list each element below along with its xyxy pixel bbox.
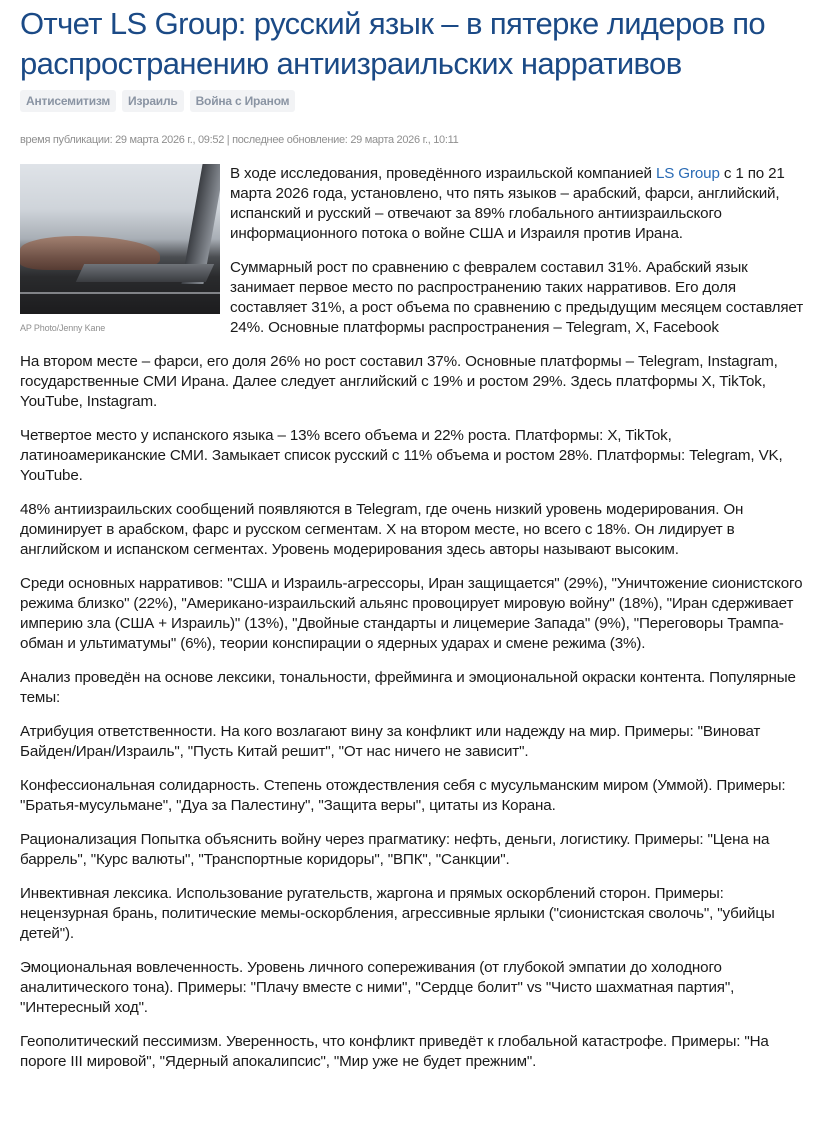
photo-caption: AP Photo/Jenny Kane [20,323,106,333]
paragraph: Эмоциональная вовлеченность. Уровень личного сопереживания (от глубокой эмпатии до холодного аналитического тона). Примеры: "Плачу вместе с ними", "Сердце болит" vs "Чисто шахматная партия", "Интересный ход". [20,959,735,1016]
article-photo [20,164,220,314]
paragraph: 48% антиизраильских сообщений появляются в Telegram, где очень низкий уровень модерирования. Он доминирует в арабском, фарс и русском сегментам. X на втором месте, но всего с 18%. Он лидирует в английском и испанском сегментах. Уровень модерирования здесь авторы называют высоким. [20,501,744,558]
publication-meta: время публикации: 29 марта 2026 г., 09:52 | последнее обновление: 29 марта 2026 г., 10:11 [20,134,459,146]
ls-group-link[interactable]: LS Group [655,165,720,182]
tag-war-with-iran[interactable]: Война с Ираном [190,90,296,112]
intro-text-before: В ходе исследования, проведённого израильской компанией [230,165,656,182]
paragraph: На втором месте – фарси, его доля 26% но рост составил 37%. Основные платформы – Telegram, Instagram, государственные СМИ Ирана. Далее следует английский с 19% и ростом 29%. Здесь платформы X, TikTok, YouTube, Instagram. [20,353,778,410]
keyboard-shape [76,264,214,282]
paragraph: Анализ проведён на основе лексики, тональности, фрейминга и эмоциональной окраски контента. Популярные темы: [20,669,796,706]
desk-line [20,292,220,294]
paragraph: Среди основных нарративов: "США и Израиль-агрессоры, Иран защищается" (29%), "Уничтожение сионистского режима близко" (22%), "Американо-израильский альянс провоцирует мировую войну" (18%), "Иран сдерживает империю зла (США + Израиль)" (13%), "Двойные стандарты и лицемерие Запада" (9%), "Переговоры Трампа-обман и ультиматумы" (6%), теории конспирации о ядерных ударах и смене режима (3%). [20,575,803,652]
tag-antisemitism[interactable]: Антисемитизм [20,90,116,112]
paragraph: Суммарный рост по сравнению с февралем составил 31%. Арабский язык занимает первое место по распространению таких нарративов. Его доля составляет 31%, а рост объема по сравнению с предыдущим месяцем составляет 24%. Основные платформы распространения – Telegram, X, Facebook [230,259,804,336]
paragraph: Инвективная лексика. Использование ругательств, жаргона и прямых оскорблений сторон. Примеры: нецензурная брань, политические мемы-оскорбления, агрессивные ярлыки ("сионистская сволочь", "убийцы детей"). [20,885,775,942]
page-title: Отчет LS Group: русский язык – в пятерке лидеров по распространению антиизраильских нарративов [20,6,766,81]
intro-text-after: с 1 по 21 марта 2026 года, установлено, что пять языков – арабский, фарси, английский, испанский и русский – отвечают за 89% глобального антиизраильского информационного потока о войне США и Израиля против Ирана. [230,165,785,242]
article-body [20,164,806,1072]
paragraph: Рационализация Попытка объяснить войну через прагматику: нефть, деньги, логистику. Примеры: "Цена на баррель", "Курс валюты", "Транспортные коридоры", "ВПК", "Санкции". [20,831,770,868]
article-figure [20,164,220,334]
paragraph: Четвертое место у испанского языка – 13% всего объема и 22% роста. Платформы: X, TikTok, латиноамериканские СМИ. Замыкает список русский с 11% объема и ростом 28%. Платформы: Telegram, VK, YouTube. [20,427,783,484]
paragraph: Геополитический пессимизм. Уверенность, что конфликт приведёт к глобальной катастрофе. Примеры: "На пороге III мировой", "Ядерный апокалипсис", "Мир уже не будет прежним". [20,1033,769,1070]
tag-list [20,90,806,112]
paragraph: Атрибуция ответственности. На кого возлагают вину за конфликт или надежду на мир. Примеры: "Виноват Байден/Иран/Израиль", "Пусть Китай решит", "От нас ничего не зависит". [20,723,761,760]
tag-israel[interactable]: Израиль [122,90,184,112]
paragraph: Конфессиональная солидарность. Степень отождествления себя с мусульманским миром (Уммой). Примеры: "Братья-мусульмане", "Дуа за Палестину", "Защита веры", цитаты из Корана. [20,777,786,814]
